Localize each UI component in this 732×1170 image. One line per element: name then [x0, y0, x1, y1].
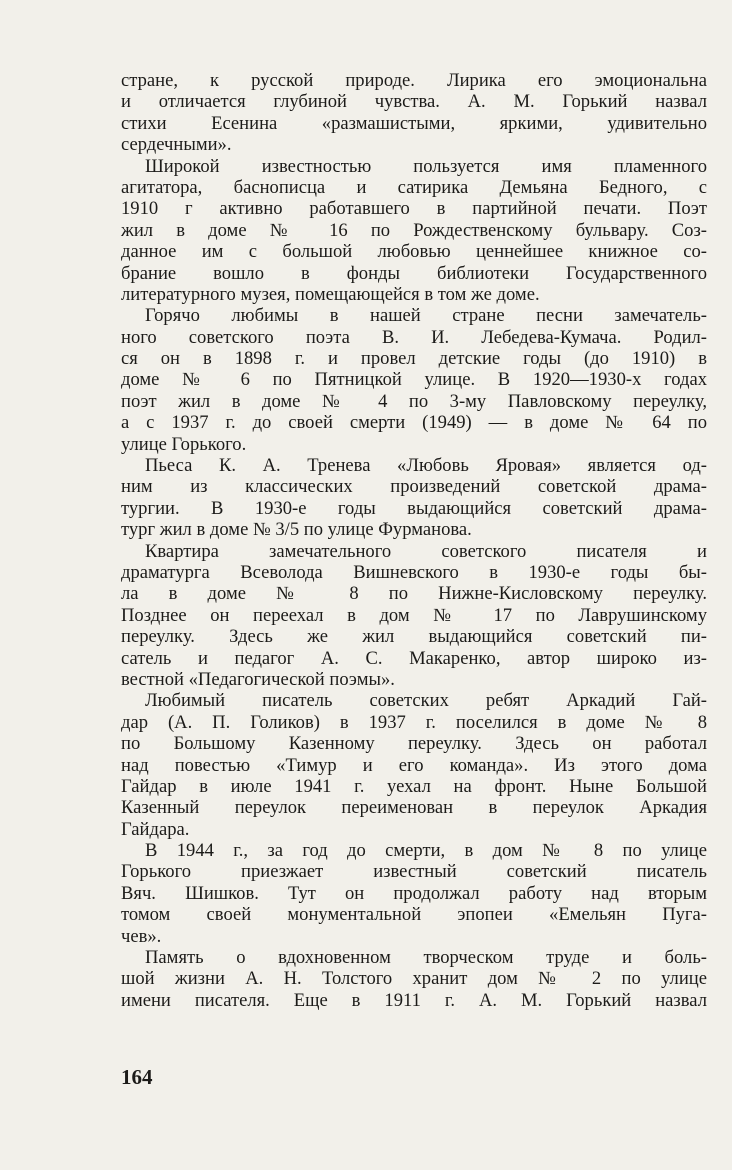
paragraph-tolstoy [121, 947, 707, 1011]
text-line: ного советского поэта В. И. Лебедева-Кумача. Родил- [121, 326, 707, 348]
text-line: имени писателя. Еще в 1911 г. А. М. Горький назвал [121, 989, 707, 1011]
text-line: Гайдара. [121, 818, 190, 840]
text-line: Горького приезжает известный советский писатель [121, 861, 707, 883]
text-line: вестной «Педагогической поэмы». [121, 668, 395, 690]
text-line: дар (А. П. Голиков) в 1937 г. поселился в доме № 8 [121, 711, 707, 733]
paragraph-gaidar [121, 690, 707, 840]
text-line: Пьеса К. А. Тренева «Любовь Яровая» является од- [145, 455, 707, 477]
text-line: жил в доме № 16 по Рождественскому бульвару. Соз- [121, 219, 707, 241]
paragraph-trenev [121, 455, 707, 541]
text-line: Горячо любимы в нашей стране песни замечатель- [145, 305, 707, 327]
text-line: тургии. В 1930-е годы выдающийся советский драма- [121, 497, 707, 519]
text-line: шой жизни А. Н. Толстого хранит дом № 2 по улице [121, 968, 707, 990]
text-line: 1910 г активно работавшего в партийной печати. Поэт [121, 198, 707, 220]
text-line: над повестью «Тимур и его команда». Из этого дома [121, 754, 707, 776]
paragraph-shishkov [121, 840, 707, 947]
text-line: стране, к русской природе. Лирика его эмоциональна [121, 70, 707, 91]
text-line: и отличается глубиной чувства. А. М. Горький назвал [121, 91, 707, 113]
text-line: агитатора, баснописца и сатирика Демьяна Бедного, с [121, 176, 707, 198]
text-line: Гайдар в июле 1941 г. уехал на фронт. Ныне Большой [121, 775, 707, 797]
text-line: Память о вдохновенном творческом труде и боль- [145, 947, 707, 969]
text-line: Позднее он переехал в дом № 17 по Лаврушинскому [121, 604, 707, 626]
text-line: стихи Есенина «размашистыми, яркими, удивительно [121, 112, 707, 134]
text-line: данное им с большой любовью ценнейшее книжное со- [121, 241, 707, 263]
paragraph-vishnevsky [121, 541, 707, 691]
text-line: ся он в 1898 г. и провел детские годы (до 1910) в [121, 348, 707, 370]
text-line: томом своей монументальной эпопеи «Емельян Пуга- [121, 904, 707, 926]
text-line: переулку. Здесь же жил выдающийся советский пи- [121, 626, 707, 648]
text-line: а с 1937 г. до своей смерти (1949) — в доме № 64 по [121, 412, 707, 434]
paragraph-esenin-continued [121, 70, 707, 156]
text-line: Вяч. Шишков. Тут он продолжал работу над вторым [121, 882, 707, 904]
text-line: поэт жил в доме № 4 по 3-му Павловскому переулку, [121, 390, 707, 412]
page-body [121, 70, 707, 1011]
text-line: доме № 6 по Пятницкой улице. В 1920—1930-х годах [121, 369, 707, 391]
text-line: тург жил в доме № 3/5 по улице Фурманова. [121, 519, 472, 541]
text-line: сатель и педагог А. С. Макаренко, автор широко из- [121, 647, 707, 669]
text-line: Любимый писатель советских ребят Аркадий Гай- [145, 690, 707, 712]
text-line: сердечными». [121, 134, 232, 156]
text-line: ним из классических произведений советской драма- [121, 476, 707, 498]
text-line: Широкой известностью пользуется имя пламенного [145, 155, 707, 177]
paragraph-lebedev-kumach [121, 305, 707, 455]
paragraph-demyan-bedny [121, 156, 707, 306]
page-number: 164 [121, 1065, 153, 1089]
text-line: брание вошло в фонды библиотеки Государственного [121, 262, 707, 284]
text-line: литературного музея, помещающейся в том же доме. [121, 283, 540, 305]
text-line: ла в доме № 8 по Нижне-Кисловскому переулку. [121, 583, 707, 605]
text-line: Казенный переулок переименован в переулок Аркадия [121, 797, 707, 819]
text-line: драматурга Всеволода Вишневского в 1930-е годы бы- [121, 561, 707, 583]
text-line: Квартира замечательного советского писателя и [145, 540, 707, 562]
text-line: В 1944 г., за год до смерти, в дом № 8 по улице [145, 840, 707, 862]
text-line: улице Горького. [121, 433, 247, 455]
text-line: по Большому Казенному переулку. Здесь он работал [121, 733, 707, 755]
text-line: чев». [121, 925, 162, 947]
